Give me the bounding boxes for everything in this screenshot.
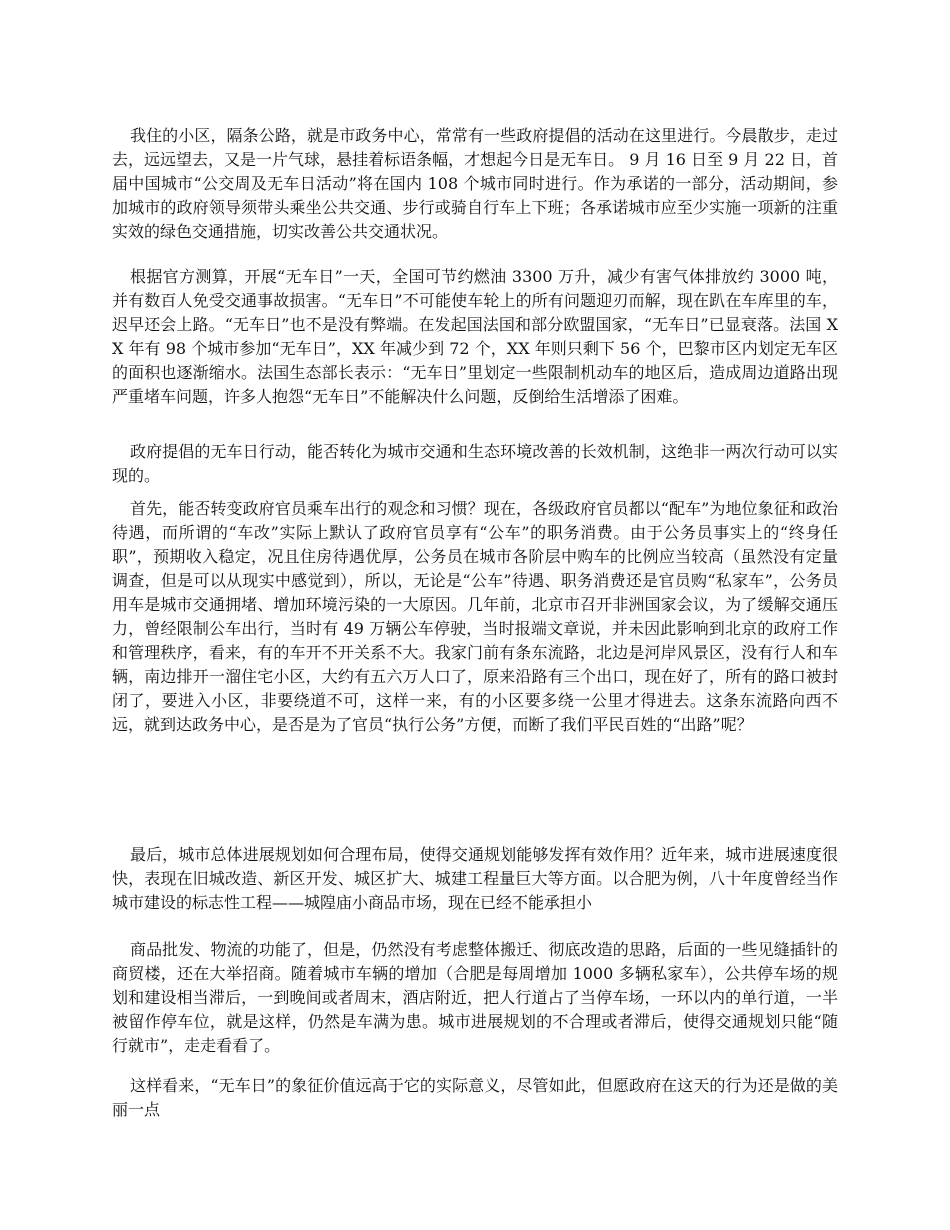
paragraph-7: 这样看来，“无车日”的象征价值远高于它的实际意义，尽管如此，但愿政府在这天的行为还是做的美丽一点	[112, 1076, 838, 1119]
paragraph-block	[112, 124, 838, 244]
paragraph-2: 根据官方测算，开展“无车日”一天，全国可节约燃油 3300 万升，减少有害气体排放约 3000 吨，并有数百人免受交通事故损害。“无车日”不可能使车轮上的所有问题迎刃而解，现在趴在车库里的车，迟早还会上路。“无车日”也不是没有弊端。在发起国法国和部分欧盟国家，“无车日”已显衰落。法国 XX 年有 98 个城市参加“无车日”，XX 年减少到 72 个，XX 年则只剩下 56 个，巴黎市区内划定无车区的面积也逐渐缩水。法国生态部长表示：“无车日”里划定一些限制机动车的地区后，造成周边道路出现严重堵车问题，许多人抱怨“无车日”不能解决什么问题，反倒给生活增添了困难。	[112, 267, 838, 406]
paragraph-block	[112, 938, 838, 1058]
paragraph-block	[112, 265, 838, 409]
paragraph-block	[112, 497, 838, 737]
paragraph-block	[112, 843, 838, 915]
paragraph-block	[112, 440, 838, 488]
paragraph-3: 政府提倡的无车日行动，能否转化为城市交通和生态环境改善的长效机制，这绝非一两次行动可以实现的。	[112, 442, 838, 485]
paragraph-block	[112, 1074, 838, 1122]
paragraph-4: 首先，能否转变政府官员乘车出行的观念和习惯？现在，各级政府官员都以“配车”为地位象征和政治待遇，而所谓的“车改”实际上默认了政府官员享有“公车”的职务消费。由于公务员事实上的“终身任职”，预期收入稳定，况且住房待遇优厚，公务员在城市各阶层中购车的比例应当较高（虽然没有定量调查，但是可以从现实中感觉到），所以，无论是“公车”待遇、职务消费还是官员购“私家车”，公务员用车是城市交通拥堵、增加环境污染的一大原因。几年前，北京市召开非洲国家会议，为了缓解交通压力，曾经限制公车出行，当时有 49 万辆公车停驶，当时报端文章说，并未因此影响到北京的政府工作和管理秩序，看来，有的车开不开关系不大。我家门前有条东流路，北边是河岸风景区，没有行人和车辆，南边排开一溜住宅小区，大约有五六万人口了，原来沿路有三个出口，现在好了，所有的路口被封闭了，要进入小区，非要绕道不可，这样一来，有的小区要多绕一公里才得进去。这条东流路向西不远，就到达政务中心，是否是为了官员“执行公务”方便，而断了我们平民百姓的“出路”呢？	[112, 499, 838, 734]
paragraph-5: 最后，城市总体进展规划如何合理布局，使得交通规划能够发挥有效作用？近年来，城市进展速度很快，表现在旧城改造、新区开发、城区扩大、城建工程量巨大等方面。以合肥为例，八十年度曾经当作城市建设的标志性工程——城隍庙小商品市场，现在已经不能承担小	[112, 845, 838, 912]
paragraph-1: 我住的小区，隔条公路，就是市政务中心，常常有一些政府提倡的活动在这里进行。今晨散步，走过去，远远望去，又是一片气球，悬挂着标语条幅，才想起今日是无车日。 9 月 16 日至 9 月 22 日，首届中国城市“公交周及无车日活动”将在国内 108 个城市同时进行。作为承诺的一部分，活动期间，参加城市的政府领导须带头乘坐公共交通、步行或骑自行车上下班；各承诺城市应至少实施一项新的注重实效的绿色交通措施，切实改善公共交通状况。	[112, 126, 838, 241]
paragraph-6: 商品批发、物流的功能了，但是，仍然没有考虑整体搬迁、彻底改造的思路，后面的一些见缝插针的商贸楼，还在大举招商。随着城市车辆的增加（合肥是每周增加 1000 多辆私家车），公共停车场的规划和建设相当滞后，一到晚间或者周末，酒店附近，把人行道占了当停车场，一环以内的单行道，一半被留作停车位，就是这样，仍然是车满为患。城市进展规划的不合理或者滞后，使得交通规划只能“随行就市”，走走看看了。	[112, 940, 838, 1055]
